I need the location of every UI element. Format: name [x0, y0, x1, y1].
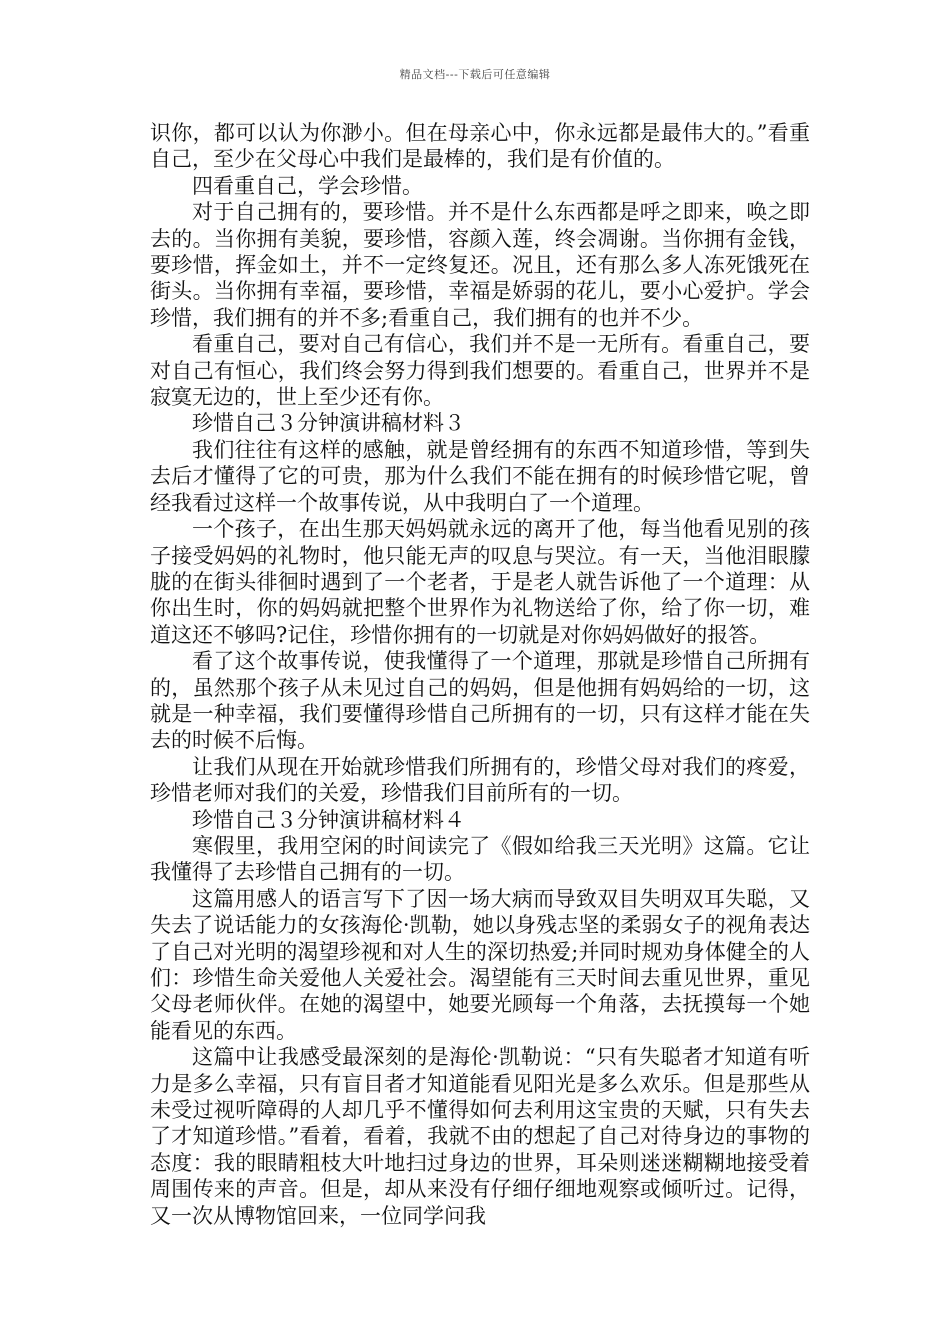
- paragraph: 一个孩子，在出生那天妈妈就永远的离开了他，每当他看见别的孩子接受妈妈的礼物时，他只能无声的叹息与哭泣。有一天，当他泪眼朦胧的在街头徘徊时遇到了一个老者，于是老人就告诉他了一个道理：从你出生时，你的妈妈就把整个世界作为礼物送给了你，给了你一切，难道这还不够吗?记住，珍惜你拥有的一切就是对你妈妈做好的报答。: [150, 517, 810, 647]
- paragraph: 看重自己，要对自己有信心，我们并不是一无所有。看重自己，要对自己有恒心，我们终会努力得到我们想要的。看重自己，世界并不是寂寞无边的，世上至少还有你。: [150, 332, 810, 410]
- paragraph: 我们往往有这样的感触，就是曾经拥有的东西不知道珍惜，等到失去后才懂得了它的可贵，那为什么我们不能在拥有的时候珍惜它呢，曾经我看过这样一个故事传说，从中我明白了一个道理。: [150, 437, 810, 515]
- paragraph: 这篇用感人的语言写下了因一场大病而导致双目失明双耳失聪，又失去了说话能力的女孩海伦·凯勒，她以身残志坚的柔弱女子的视角表达了自己对光明的渴望珍视和对人生的深切热爱;并同时规劝身体健全的人们：珍惜生命关爱他人关爱社会。渴望能有三天时间去重见世界，重见父母老师伙伴。在她的渴望中，她要光顾每一个角落，去抚摸每一个她能看见的东西。: [150, 886, 810, 1043]
- paragraph: 识你，都可以认为你渺小。但在母亲心中，你永远都是最伟大的。”看重自己，至少在父母心中我们是最棒的，我们是有价值的。: [150, 121, 810, 172]
- header-text: 精品文档---下载后可任意编辑: [399, 68, 551, 81]
- document-body: [150, 120, 810, 1229]
- paragraph: 看了这个故事传说，使我懂得了一个道理，那就是珍惜自己所拥有的，虽然那个孩子从未见过自己的妈妈，但是他拥有妈妈给的一切，这就是一种幸福，我们要懂得珍惜自己所拥有的一切，只有这样才能在失去的时候不后悔。: [150, 649, 810, 753]
- section-heading: 珍惜自己３分钟演讲稿材料３: [192, 411, 465, 436]
- section-heading: 珍惜自己３分钟演讲稿材料４: [192, 807, 465, 832]
- page-header: [0, 66, 950, 82]
- section-heading: 四看重自己，学会珍惜。: [192, 173, 423, 198]
- paragraph: 让我们从现在开始就珍惜我们所拥有的，珍惜父母对我们的疼爱，珍惜老师对我们的关爱，珍惜我们目前所有的一切。: [150, 754, 810, 806]
- paragraph: 寒假里，我用空闲的时间读完了《假如给我三天光明》这篇。它让我懂得了去珍惜自己拥有的一切。: [150, 833, 810, 885]
- paragraph: 这篇中让我感受最深刻的是海伦·凯勒说：“只有失聪者才知道有听力是多么幸福，只有盲目者才知道能看见阳光是多么欢乐。但是那些从未受过视听障碍的人却几乎不懂得如何去利用这宝贵的天赋，只有失去了才知道珍惜。”看着，看着，我就不由的想起了自己对待身边的事物的态度：我的眼睛粗枝大叶地扫过身边的世界，耳朵则迷迷糊糊地接受着周围传来的声音。但是，却从来没有仔细仔细地观察或倾听过。记得，又一次从博物馆回来，一位同学问我: [150, 1045, 810, 1228]
- paragraph: 对于自己拥有的，要珍惜。并不是什么东西都是呼之即来，唤之即去的。当你拥有美貌，要珍惜，容颜入莲，终会凋谢。当你拥有金钱，要珍惜，挥金如土，并不一定终复还。况且，还有那么多人冻死饿死在街头。当你拥有幸福，要珍惜，幸福是娇弱的花儿，要小心爱护。学会珍惜，我们拥有的并不多;看重自己，我们拥有的也并不少。: [150, 200, 810, 330]
